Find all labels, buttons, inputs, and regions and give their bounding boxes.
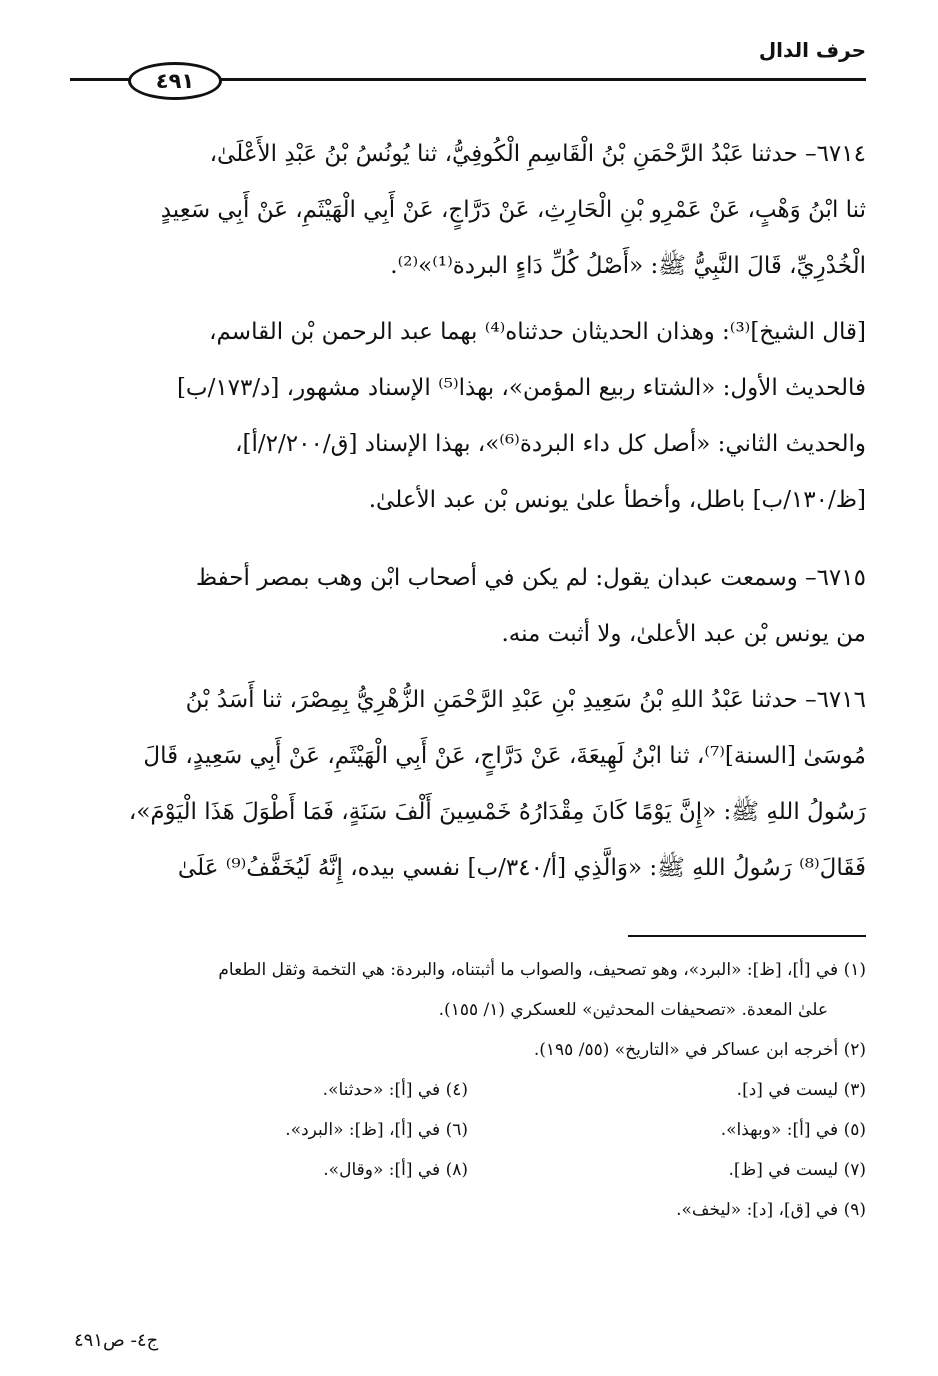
footnote-3: (٣) ليست في [د]. [736,1080,866,1100]
hadith-6714-line-2: ثنا ابْنُ وَهْبٍ، عَنْ عَمْرِو بْنِ الْحَارِثِ، عَنْ دَرَّاجٍ، عَنْ أَبِي الْهَيْثَمِ، عَنْ أَبِي سَعِيدٍ [160,197,866,223]
main-text [70,126,866,896]
footnote-4: (٤) في [أ]: «حدثنا». [322,1080,468,1100]
footnote-7: (٧) ليست في [ظ]. [728,1160,866,1180]
footnote-row [70,1150,866,1190]
sheikh-note-line-1: [قال الشيخ]⁽³⁾: وهذان الحديثان حدثناه⁽⁴⁾ بهما عبد الرحمن بْن القاسم، [209,319,866,345]
chapter-title: حرف الدال [758,38,866,62]
sheikh-note-line-4: [ظ/١٣٠/ب] باطل، وأخطأ علىٰ يونس بْن عبد الأعلىٰ. [368,487,866,513]
hadith-6714-line-3: الْخُدْرِيِّ، قَالَ النَّبِيُّ ﷺ: «أَصْلُ كُلِّ دَاءٍ البردة⁽¹⁾»⁽²⁾. [390,253,866,279]
footnote-1: (١) في [أ]، [ظ]: «البرد»، وهو تصحيف، والصواب ما أثبتناه، والبردة: هي التخمة وثقل الطعام [218,960,866,980]
hadith-6716-line-2: مُوسَىٰ [السنة]⁽⁷⁾، ثنا ابْنُ لَهِيعَةَ، عَنْ دَرَّاجٍ، عَنْ أَبِي الْهَيْثَمِ، عَنْ أَبِي سَعِيدٍ، قَالَ [143,743,866,769]
sheikh-note-line-3: والحديث الثاني: «أصل كل داء البردة⁽⁶⁾»، بهذا الإسناد [ق/٢/٢٠٠/أ]، [235,431,866,457]
footnote-9: (٩) في [ق]، [د]: «ليخف». [676,1200,866,1220]
footnote-row [70,1110,866,1150]
hadith-6716-line-3: رَسُولُ اللهِ ﷺ: «إِنَّ يَوْمًا كَانَ مِقْدَارُهُ خَمْسِينَ أَلْفَ سَنَةٍ، فَمَا أَطْوَلَ هَذَا الْيَوْمَ»، [128,799,866,825]
report-6715-line-1: ٦٧١٥– وسمعت عبدان يقول: لم يكن في أصحاب ابْن وهب بمصر أحفظ [195,565,866,591]
footnotes [70,950,866,1230]
report-6715-line-2: من يونس بْن عبد الأعلىٰ، ولا أثبت منه. [501,621,866,647]
page-number-badge: ٤٩١ [128,62,222,100]
footnote-1-continued: علىٰ المعدة. «تصحيفات المحدثين» للعسكري (١/ ١٥٥). [438,1000,828,1020]
volume-page-signature: ج٤- ص٤٩١ [74,1330,159,1351]
hadith-6716-line-1: ٦٧١٦– حدثنا عَبْدُ اللهِ بْنُ سَعِيدِ بْنِ عَبْدِ الرَّحْمَنِ الزُّهْرِيُّ بِمِصْرَ، ثنا أَسَدُ بْنُ [185,687,866,713]
footnote-row [70,1070,866,1110]
footnote-6: (٦) في [أ]، [ظ]: «البرد». [285,1120,468,1140]
hadith-6714-line-1: ٦٧١٤– حدثنا عَبْدُ الرَّحْمَنِ بْنُ الْقَاسِمِ الْكُوفِيُّ، ثنا يُونُسُ بْنُ عَبْدِ الأَعْلَىٰ، [209,141,866,167]
hadith-6716-line-4: فَقَالَ⁽⁸⁾ رَسُولُ اللهِ ﷺ: «وَالَّذِي [أ/٣٤٠/ب] نفسي بيده، إِنَّهُ لَيُخَفَّفُ⁽⁹⁾ عَلَىٰ [177,855,866,881]
footnote-2: (٢) أخرجه ابن عساكر في «التاريخ» (٥٥/ ١٩٥). [533,1040,866,1060]
sheikh-note-line-2: فالحديث الأول: «الشتاء ربيع المؤمن»، بهذا⁽⁵⁾ الإسناد مشهور، [د/١٧٣/ب] [176,375,866,401]
footnote-separator [628,935,866,937]
footnote-8: (٨) في [أ]: «وقال». [323,1160,468,1180]
footnote-5: (٥) في [أ]: «وبهذا». [720,1120,866,1140]
